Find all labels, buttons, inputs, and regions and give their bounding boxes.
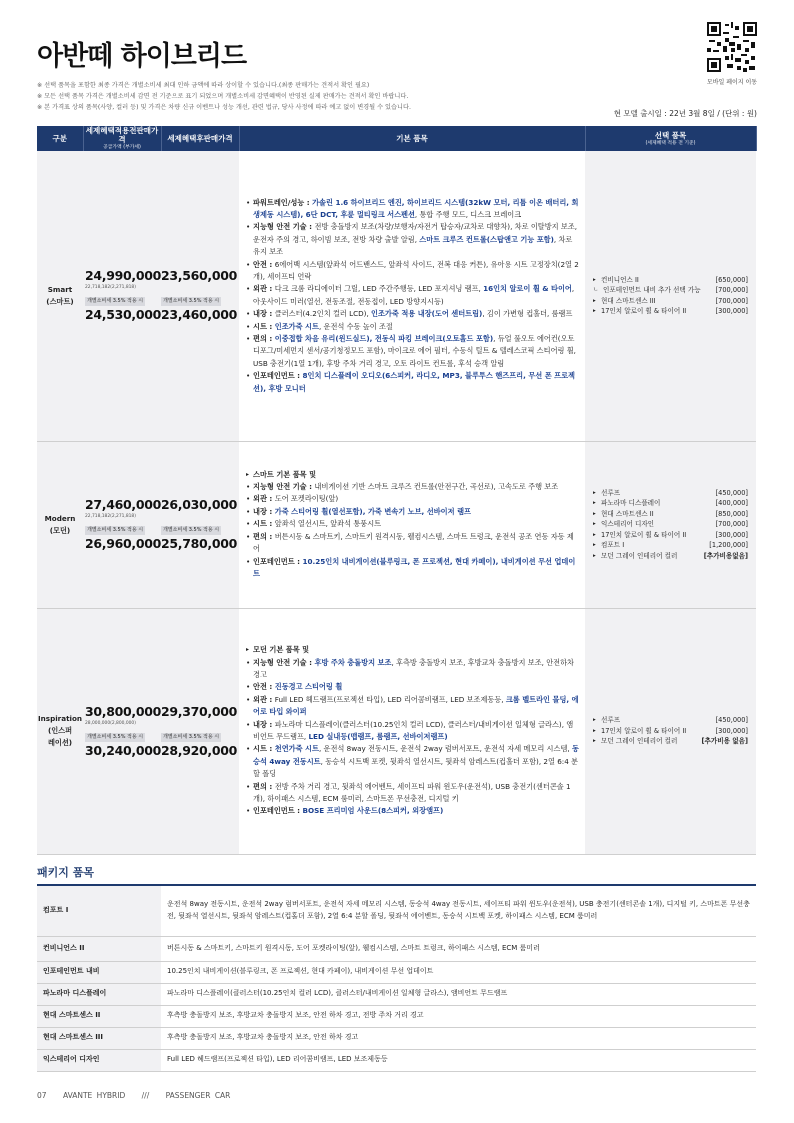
supply-price: 22,718,182(2,271,818) xyxy=(85,514,136,519)
price-before-cell xyxy=(83,608,161,854)
basic-item-category: 외관 : xyxy=(253,284,275,294)
option-price: [400,000] xyxy=(715,499,748,508)
basic-item-category: 스마트 기본 품목 및 xyxy=(253,469,317,479)
price-table xyxy=(37,126,757,855)
basic-item-highlight: 이중접합 차음 유리(윈드실드), 전동식 파킹 브레이크(오토홀드 포함) xyxy=(274,333,494,343)
header-price-before-sub: 공급가액 (부가세) xyxy=(103,145,141,150)
basic-item xyxy=(245,197,579,222)
option-name: ▸ 모던 그레이 인테리어 컬러 xyxy=(593,551,677,562)
option-items xyxy=(585,151,756,441)
release-date: 현 모델 출시일 : 22년 3월 8일 / (단위 : 원) xyxy=(613,109,757,118)
option-price: [700,000] xyxy=(715,296,748,305)
notes xyxy=(37,80,411,113)
trim-name: (모던) xyxy=(49,525,71,535)
tax-price-before: 30,240,000 xyxy=(85,742,162,758)
basic-item xyxy=(245,743,579,780)
note-line: ※ 본 가격표 상의 품목(사양, 컬러 등) 및 가격은 차량 신규 이벤트나 성능 개선, 관련 법규, 당사 사정에 따라 예고 없이 변경될 수 있습니다. xyxy=(37,104,411,111)
supply-price: 22,718,182(2,271,818) xyxy=(85,285,136,291)
page-title: 아반떼 하이브리드 xyxy=(37,41,247,72)
option-name: ▸ 파노라마 디스플레이 xyxy=(593,498,660,509)
option-row[interactable] xyxy=(593,285,748,296)
qr-caption: 모바일 페이지 이동 xyxy=(706,79,758,86)
package-name: 익스테리어 디자인 xyxy=(37,1049,161,1071)
option-name: ▸ 모던 그레이 인테리어 컬러 xyxy=(593,736,677,747)
trim-name: (인스퍼 xyxy=(47,726,73,735)
basic-item-text: 내비게이션 기반 스마트 크루즈 컨트롤(안전구간, 곡선로), 고속도로 주행 보조 xyxy=(314,482,559,492)
header-price-before xyxy=(83,126,161,151)
package-desc: 10.25인치 내비게이션(블루링크, 폰 프로젝션, 현대 카페이), 내비게이션 무선 업데이트 xyxy=(161,961,756,983)
basic-item-category: 인포테인먼트 : xyxy=(253,556,303,566)
tax-price-after: 23,460,000 xyxy=(161,307,238,323)
basic-item xyxy=(245,283,579,308)
package-row xyxy=(37,885,756,936)
basic-item-category: 지능형 안전 기술 : xyxy=(253,482,315,492)
price-after: 23,560,000 xyxy=(161,268,238,284)
basic-item xyxy=(245,333,579,370)
basic-item xyxy=(245,506,579,518)
price-before-cell xyxy=(83,151,161,441)
basic-item-category: 파워트레인/성능 : xyxy=(253,197,313,207)
basic-item xyxy=(245,481,579,493)
option-name: ▸ 17인치 알로이 휠 & 타이어 II xyxy=(593,530,686,541)
basic-item xyxy=(245,493,579,505)
package-row xyxy=(37,961,756,983)
trim-name: 레이션) xyxy=(47,738,73,747)
basic-item-category: 편의 : xyxy=(253,333,275,343)
package-name: 현대 스마트센스 II xyxy=(37,1005,161,1027)
header-option-label: 선택 품목 xyxy=(654,130,687,140)
basic-item-highlight: 인조가죽 시트 xyxy=(274,321,319,331)
option-items xyxy=(585,608,756,854)
basic-item-list xyxy=(245,469,579,581)
option-name: ▸ 선루프 xyxy=(593,715,620,726)
trim-row xyxy=(37,441,756,608)
price-after-cell xyxy=(161,608,239,854)
basic-item-text: , 운전석 수동 높이 조절 xyxy=(318,321,393,331)
option-name: ▸ 컴포트 I xyxy=(593,540,624,551)
price-after-cell xyxy=(161,441,239,608)
basic-item xyxy=(245,781,579,806)
basic-item xyxy=(245,469,579,481)
basic-item-category: 지능형 안전 기술 : xyxy=(253,222,315,232)
basic-item-highlight: 동승석 4way 전동시트 xyxy=(253,744,579,766)
basic-item-category: 내장 : xyxy=(253,719,275,729)
basic-item-highlight: 진동경고 스티어링 휠 xyxy=(274,682,343,692)
basic-item xyxy=(245,531,579,556)
basic-item-category: 시트 : xyxy=(253,744,275,754)
option-price: [1,200,000] xyxy=(709,541,748,550)
basic-item-highlight: 가죽 스티어링 휠(열선포함), 가죽 변속기 노브, 선바이저 램프 xyxy=(274,506,471,516)
basic-item-highlight: 스마트 크루즈 컨트롤(스탑앤고 기능 포함) xyxy=(419,234,554,244)
header-grade: 구분 xyxy=(37,126,83,151)
table-header xyxy=(37,126,756,151)
basic-item-category: 모던 기본 품목 및 xyxy=(253,645,310,655)
footer-model: AVANTE HYBRID xyxy=(62,1091,126,1100)
basic-items xyxy=(239,151,585,441)
basic-item-text: , 후측방 충돌방지 보조, 후방교차 충돌방지 보조, 안전하차경고 xyxy=(253,657,574,679)
option-name: ▸ 현대 스마트센스 II xyxy=(593,509,654,520)
supply-price: 28,000,000(2,800,000) xyxy=(85,720,136,726)
basic-item-text: 다크 크롬 라디에이터 그릴, LED 주간주행등, LED 포지셔닝 램프, xyxy=(274,284,484,294)
note-line: ※ 선택 품목을 포함한 최종 가격은 개별소비세 최대 인하 금액에 따라 상이할 수 있습니다.(최종 판매가는 견적서 확인 필요) xyxy=(37,82,370,89)
package-desc: 버튼시동 & 스마트키, 스마트키 원격시동, 도어 포켓라이팅(앞), 웰컴시스템, 스마트 트렁크, 하이패스 시스템, ECM 룸미러 xyxy=(161,936,756,961)
tax-label: 개별소비세 3.5% 적용 시 xyxy=(163,733,220,740)
basic-item-highlight: 16인치 알로이 휠 & 타이어 xyxy=(483,284,572,294)
option-price: [850,000] xyxy=(715,509,748,518)
basic-item-text: , 통합 주행 모드, 디스크 브레이크 xyxy=(414,209,522,219)
basic-item-category: 안전 : xyxy=(253,682,275,692)
basic-item-category: 내장 : xyxy=(253,309,275,319)
option-row[interactable] xyxy=(593,736,748,747)
basic-items xyxy=(239,441,585,608)
option-row[interactable] xyxy=(593,726,748,737)
package-row xyxy=(37,1027,756,1049)
page-footer xyxy=(37,1091,242,1100)
package-desc: 후측방 충돌방지 보조, 후방교차 충돌방지 보조, 안전 하차 경고, 전방 주차 거리 경고 xyxy=(161,1005,756,1027)
basic-item xyxy=(245,681,579,693)
package-desc: Full LED 헤드램프(프로젝션 타입), LED 리어콤비램프, LED 보조제동등 xyxy=(161,1049,756,1071)
basic-item xyxy=(245,644,579,656)
basic-item xyxy=(245,259,579,284)
basic-item-category: 편의 : xyxy=(253,531,275,541)
tax-price-after: 25,780,000 xyxy=(161,536,238,551)
option-name: ▸ 17인치 알로이 휠 & 타이어 II xyxy=(593,726,686,737)
page-number: 07 xyxy=(37,1091,47,1100)
option-price: [450,000] xyxy=(715,716,748,725)
package-table xyxy=(37,884,756,1072)
option-name: ▸ 현대 스마트센스 III xyxy=(593,296,656,307)
trim-name: Modern xyxy=(44,513,76,523)
basic-item-text: 앞좌석 열선시트, 앞좌석 통풍시트 xyxy=(274,519,382,529)
package-desc: 파노라마 디스플레이(클러스터(10.25인치 컬러 LCD), 클러스터/내비게이션 일체형 글라스), 앰비언트 무드램프 xyxy=(161,983,756,1005)
basic-item xyxy=(245,694,579,719)
option-row[interactable] xyxy=(593,540,748,551)
basic-item-text: 6에어백 시스템(앞좌석 어드밴스드, 앞좌석 사이드, 전복 대응 커튼), 유아용 시트 고정장치(2열 2개), 세이프티 언락 xyxy=(253,259,579,281)
basic-item-text: , 아웃사이드 미러(열선, 전동조절, 전동접이, LED 방향지시등) xyxy=(253,284,575,306)
package-row xyxy=(37,936,756,961)
basic-item-highlight: 크롬 벨트라인 몰딩, 에어로 타입 와이퍼 xyxy=(253,694,579,717)
option-price: [300,000] xyxy=(715,307,748,316)
basic-item xyxy=(245,370,579,395)
basic-item-category: 외관 : xyxy=(253,694,275,704)
option-price: [700,000] xyxy=(715,286,748,295)
basic-item-highlight: 인조가죽 적용 내장(도어 센터트림) xyxy=(371,309,483,319)
option-items xyxy=(585,441,756,608)
basic-item-category: 내장 : xyxy=(253,506,275,516)
basic-item-text: , 듀얼 풀오토 에어컨(오토 디포그/미세먼지 센서/공기청정모드 포함), 마이크로 에어 필터, 수동식 틸트 & 텔레스코픽 스티어링 휠, USB 충전기(1열 1개), 후방 주차 거리 경고, 오토 라이트 컨트롤, 후석 승객 알림 xyxy=(253,333,576,368)
option-price: [추가비용 없음] xyxy=(701,737,748,746)
basic-item-text: , 운전석 8way 전동시트, 운전석 2way 럼버서포트, 운전석 자세 메모리 시스템, xyxy=(318,744,572,754)
option-name: ▸ 익스테리어 디자인 xyxy=(593,519,654,530)
basic-item xyxy=(245,719,579,744)
tax-label: 개별소비세 3.5% 적용 시 xyxy=(87,733,144,740)
header-option-sub: (세제혜택 적용 전 기준) xyxy=(645,140,696,146)
basic-item-category: 안전 : xyxy=(253,259,275,269)
basic-item-highlight: LED 실내등(맵램프, 룸램프, 선바이저램프) xyxy=(308,732,448,741)
option-row[interactable] xyxy=(593,498,748,509)
basic-item-text: 파노라마 디스플레이(클러스터(10.25인치 컬러 LCD), 클러스터/내비게이션 일체형 글라스), 앰비언트 무드램프, xyxy=(253,719,574,741)
package-section-title: 패키지 품목 xyxy=(37,866,94,879)
basic-item-text: 클러스터(4.2인치 컬러 LCD), xyxy=(274,309,372,319)
basic-item-text: , 동승석 시트백 포켓, 뒷좌석 열선시트, 뒷좌석 암레스트(컵홀더 포함), 2열 6:4 분할 폴딩 xyxy=(253,756,578,779)
option-price: [추가비용없음] xyxy=(703,551,748,560)
basic-item-category: 시트 : xyxy=(253,321,275,331)
option-row[interactable] xyxy=(593,519,748,530)
option-row[interactable] xyxy=(593,530,748,541)
option-row[interactable] xyxy=(593,715,748,726)
tax-label: 개별소비세 3.5% 적용 시 xyxy=(163,527,220,533)
basic-item-text: , 차로 유지 보조 xyxy=(253,234,573,257)
package-desc: 운전석 8way 전동시트, 운전석 2way 럼버서포트, 운전석 자세 메모리 시스템, 동승석 4way 전동시트, 세이프티 파워 윈도우(운전석), USB 충전기(센터콘솔 1개), 디지털 키, 스마트폰 무선충전, 뒷좌석 열선시트, 뒷좌석 암레스트(컵홀더 포함), 2열 6:4 분할 폴딩, 뒷좌석 에어벤트, 동승석 시트백 포켓, 하이패스 시스템, ECM 룸미러 xyxy=(161,885,756,936)
option-price: [700,000] xyxy=(715,520,748,529)
basic-item-category: 외관 : xyxy=(253,494,275,504)
basic-item-category: 편의 : xyxy=(253,781,275,791)
basic-item xyxy=(245,308,579,320)
basic-item-highlight: 후방 주차 충돌방지 보조 xyxy=(314,657,392,667)
price-before: 24,990,000 xyxy=(85,268,162,284)
option-price: [650,000] xyxy=(715,275,748,284)
package-name: 컨비니언스 II xyxy=(37,936,161,961)
option-name: ▸ 컨비니언스 II xyxy=(593,275,639,286)
trim-row xyxy=(37,608,756,854)
price-before-cell xyxy=(83,441,161,608)
trim-row xyxy=(37,151,756,441)
price-before: 30,800,000 xyxy=(85,703,162,719)
trim-grade xyxy=(37,441,83,608)
header-price-before-label: 세제혜택적용전판매가격 xyxy=(85,126,159,144)
tax-price-before: 26,960,000 xyxy=(85,536,162,551)
package-row xyxy=(37,983,756,1005)
trim-grade xyxy=(37,151,83,441)
header-option xyxy=(585,126,756,151)
option-row[interactable] xyxy=(593,306,748,317)
basic-item xyxy=(245,657,579,682)
option-row[interactable] xyxy=(593,488,748,499)
basic-item xyxy=(245,518,579,530)
package-desc: 후측방 충돌방지 보조, 후방교차 충돌방지 보조, 안전 하차 경고 xyxy=(161,1027,756,1049)
footer-category: PASSENGER CAR xyxy=(165,1091,231,1100)
basic-item xyxy=(245,221,579,258)
price-after: 26,030,000 xyxy=(161,497,238,512)
qr-code-icon[interactable] xyxy=(707,22,757,72)
basic-item xyxy=(245,805,579,817)
package-name: 파노라마 디스플레이 xyxy=(37,983,161,1005)
footer-separator: /// xyxy=(141,1091,150,1100)
option-row[interactable] xyxy=(593,551,748,562)
package-name: 인포테인먼트 내비 xyxy=(37,961,161,983)
basic-item-text: 전방 충돌방지 보조(차량/보행자/자전거 탑승자/교차로 대향차), 차로 이탈방지 보조, 운전자 주의 경고, 하이빔 보조, 전방 차량 출발 알림, xyxy=(253,222,578,244)
option-row[interactable] xyxy=(593,509,748,520)
basic-item xyxy=(245,556,579,581)
trim-name: Inspiration xyxy=(38,714,83,723)
basic-item-text: 전방 주차 거리 경고, 뒷좌석 에어벤트, 세이프티 파워 윈도우(운전석), USB 충전기(센터콘솔 1개), 하이패스 시스템, ECM 룸미러, 스마트폰 무선충전, 디지털 키 xyxy=(253,781,571,804)
price-before: 27,460,000 xyxy=(85,497,162,512)
option-row[interactable] xyxy=(593,275,748,286)
note-line: ※ 모든 선택 품목 가격은 개별소비세 감면 전 기준으로 표기 되었으며 개별소비세 감면혜택이 반영된 실제 판매가는 견적서 확인 바랍니다. xyxy=(37,93,409,100)
package-name: 컴포트 I xyxy=(37,885,161,936)
basic-item-category: 시트 : xyxy=(253,519,275,529)
header-basic: 기본 품목 xyxy=(239,126,585,151)
basic-item-text: Full LED 헤드램프(프로젝션 타입), LED 리어콤비램프, LED 보조제동등, xyxy=(274,694,506,704)
basic-item xyxy=(245,321,579,333)
tax-label: 개별소비세 3.5% 적용 시 xyxy=(163,298,220,305)
option-name: ㄴ 인포테인먼트 내비 추가 선택 가능 xyxy=(593,285,701,296)
basic-item-category: 인포테인먼트 : xyxy=(253,806,303,816)
option-name: ▸ 17인치 알로이 휠 & 타이어 II xyxy=(593,306,686,317)
basic-item-text: , 김이 가변형 컵홀더, 룸램프 xyxy=(482,309,573,319)
basic-item-list xyxy=(245,644,579,818)
basic-item-highlight: 천연가죽 시트 xyxy=(274,744,319,754)
basic-item-highlight: 가솔린 1.6 하이브리드 엔진, 하이브리드 시스템(32kW 모터, 리튬 이온 배터리, 회생제동 시스템), 6단 DCT, 후륜 멀티링크 서스펜션 xyxy=(253,197,579,219)
tax-label: 개별소비세 3.5% 적용 시 xyxy=(87,527,144,533)
option-price: [300,000] xyxy=(715,726,748,735)
basic-item-highlight: 10.25인치 내비게이션(블루링크, 폰 프로젝션, 현대 카페이), 내비게이션 무선 업데이트 xyxy=(253,556,576,578)
basic-item-category: 지능형 안전 기술 : xyxy=(253,657,315,667)
basic-item-text: 도어 포켓라이팅(앞) xyxy=(274,494,339,504)
basic-item-list xyxy=(245,197,579,396)
basic-item-highlight: BOSE 프리미엄 사운드(8스피커, 외장앰프) xyxy=(302,806,444,816)
package-row xyxy=(37,1005,756,1027)
basic-item-text: 버튼시동 & 스마트키, 스마트키 원격시동, 웰컴시스템, 스마트 트렁크, 운전석 공조 연동 자동 제어 xyxy=(253,531,574,554)
option-name: ▸ 선루프 xyxy=(593,488,620,499)
tax-price-before: 24,530,000 xyxy=(85,307,162,323)
price-after-cell xyxy=(161,151,239,441)
tax-price-after: 28,920,000 xyxy=(161,742,238,758)
price-after: 29,370,000 xyxy=(161,703,238,719)
option-row[interactable] xyxy=(593,296,748,307)
package-row xyxy=(37,1049,756,1071)
basic-item-category: 인포테인먼트 : xyxy=(253,371,303,381)
tax-label: 개별소비세 3.5% 적용 시 xyxy=(87,298,144,305)
option-price: [300,000] xyxy=(715,530,748,539)
trim-name: Smart xyxy=(47,284,73,294)
trim-name: (스마트) xyxy=(46,296,74,306)
basic-items xyxy=(239,608,585,854)
option-price: [450,000] xyxy=(715,488,748,497)
package-name: 현대 스마트센스 III xyxy=(37,1027,161,1049)
header-price-after: 세제혜택후판매가격 xyxy=(161,126,239,151)
trim-grade xyxy=(37,608,83,854)
basic-item-highlight: 8인치 디스플레이 오디오(6스피커, 라디오, MP3, 블루투스 핸즈프리, 무선 폰 프로젝션), 후방 모니터 xyxy=(253,371,575,393)
